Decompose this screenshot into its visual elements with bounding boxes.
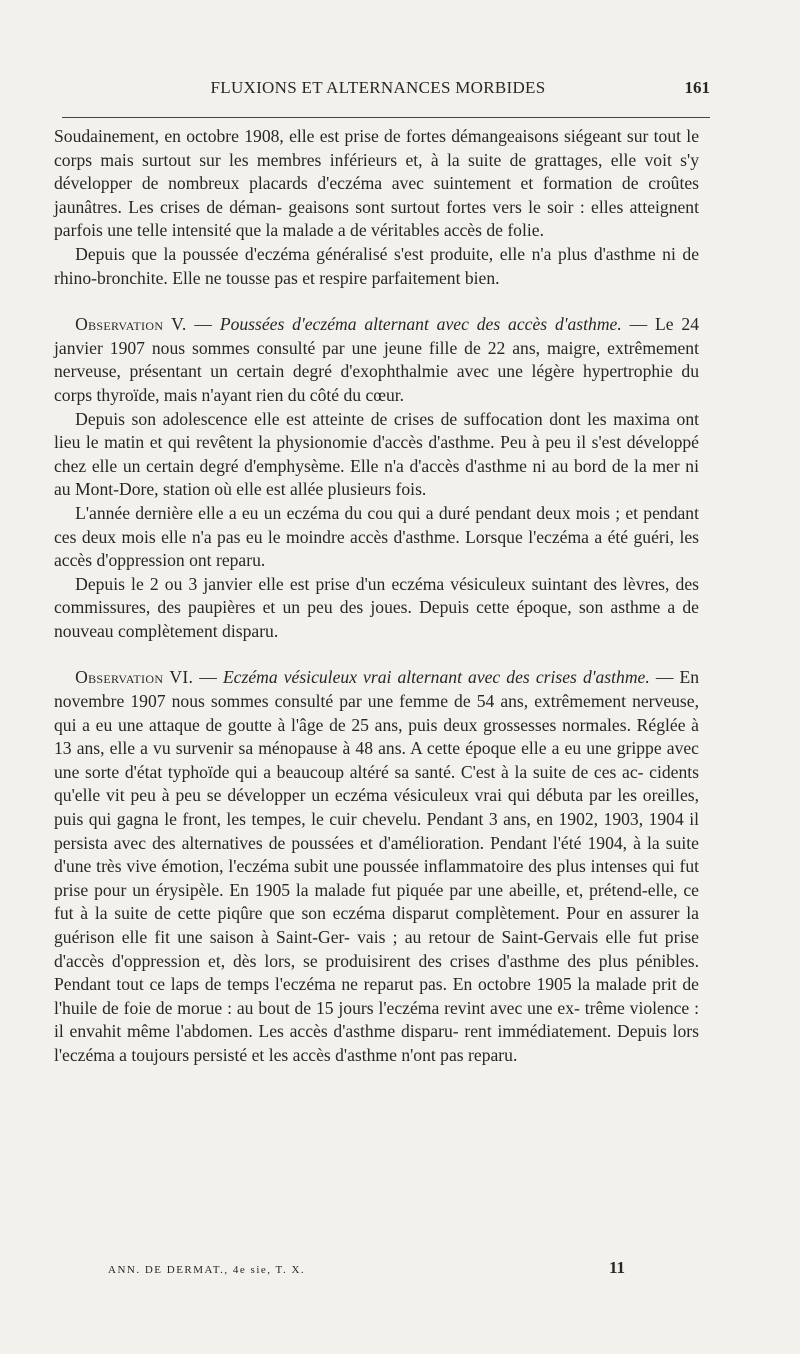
observation-title: Poussées d'eczéma alternant avec des accès d'asthme. [219, 314, 622, 335]
paragraph: Depuis que la poussée d'eczéma généralisé s'est produite, elle n'a plus d'asthme ni de rhino-bronchite. Elle ne tousse pas et respire parfaitement bien. [54, 243, 699, 288]
body-text [54, 125, 699, 1068]
running-title: FLUXIONS ET ALTERNANCES MORBIDES [210, 78, 546, 97]
observation-label: Observation V. [75, 314, 187, 335]
observation-5 [54, 313, 699, 407]
observation-dash: — [186, 314, 220, 335]
observation-label: Observation VI. [75, 667, 194, 688]
paragraph: Soudainement, en octobre 1908, elle est prise de fortes démangeaisons siégeant sur tout le corps mais surtout sur les membres inférieurs et, à la suite de grattages, elle voit s'y développer de nombreux placards d'eczéma avec suintement et formation de croûtes jaunâtres. Les crises de déman- geaisons sont surtout fortes vers le soir : elles atteignent parfois une telle intensité que la malade a de véritables accès de folie. [54, 126, 699, 241]
header-rule [62, 117, 710, 118]
paragraph: Depuis le 2 ou 3 janvier elle est prise d'un eczéma vésiculeux suintant des lèvres, des commissures, des paupières et un peu des joues. Depuis cette époque, son asthme a de nouveau complètement disparu. [54, 573, 699, 641]
observation-title: Eczéma vésiculeux vrai alternant avec des crises d'asthme. [222, 667, 650, 688]
running-head [60, 78, 710, 102]
printer-signature: ANN. DE DERMAT., 4e sie, T. X. [108, 1264, 306, 1276]
observation-6 [54, 666, 699, 1067]
paragraph: L'année dernière elle a eu un eczéma du cou qui a duré pendant deux mois ; et pendant ces deux mois elle n'a pas eu le moindre accès d'asthme. Lorsque l'eczéma a été guéri, les accès d'oppression ont reparu. [54, 502, 699, 571]
observation-text: — Le 24 janvier 1907 nous sommes consulté par une jeune fille de 22 ans, maigre, extrêmement nerveuse, présentant un certain degré d'exophthalmie avec une légère hypertrophie du corps thyroïde, mais n'ayant rien du côté du cœur. [54, 314, 700, 405]
paragraph: Depuis son adolescence elle est atteinte de crises de suffocation dont les maxima ont lieu le matin et qui revêtent la physionomie d'accès d'asthme. Peu à peu il s'est développé chez elle un certain degré d'emphysème. Elle n'a d'accès d'asthme ni au bord de la mer ni au Mont-Dore, station où elle est allée plusieurs fois. [54, 408, 699, 500]
observation-dash: — [193, 667, 223, 688]
observation-text: — En novembre 1907 nous sommes consulté par une femme de 54 ans, extrêmement nerveuse, qui a eu une attaque de goutte à l'âge de 25 ans, puis deux grossesses normales. Réglée à 13 ans, elle a vu survenir sa ménopause à 48 ans. A cette époque elle a eu une grippe avec une sorte d'état typhoïde qui a beaucoup altéré sa santé. C'est à la suite de ces ac- cidents qu'elle vit peu à peu se développer un eczéma vésiculeux vrai qui débuta par les oreilles, puis qui gagna le front, les tempes, le cuir chevelu. Pendant 3 ans, en 1902, 1903, 1904 il persista avec des alternatives de poussées et d'amélioration. Pendant l'été 1904, à la suite d'une très vive émotion, l'eczéma subit une poussée inflammatoire des plus intenses qui fut prise pour un érysipèle. En 1905 la malade fut piquée par une abeille, et, prétend-elle, ce fut à la suite de cette piqûre que son eczéma disparut complètement. Pour en assurer la guérison elle fit une saison à Saint-Ger- vais ; au retour de Saint-Gervais elle fut prise d'accès d'oppression et, dès lors, se produisirent des crises d'asthme des plus pénibles. Pendant tout ce laps de temps l'eczéma ne reparut pas. En octobre 1905 la malade prit de l'huile de foie de morue : au bout de 15 jours l'eczéma revint avec une ex- trême violence : il envahit même l'abdomen. Les accès d'asthme disparu- rent immédiatement. Depuis lors l'eczéma a toujours persisté et les accès d'asthme n'ont pas reparu. [54, 667, 700, 1065]
page-number: 161 [684, 78, 710, 97]
sheet-number: 11 [609, 1258, 626, 1277]
